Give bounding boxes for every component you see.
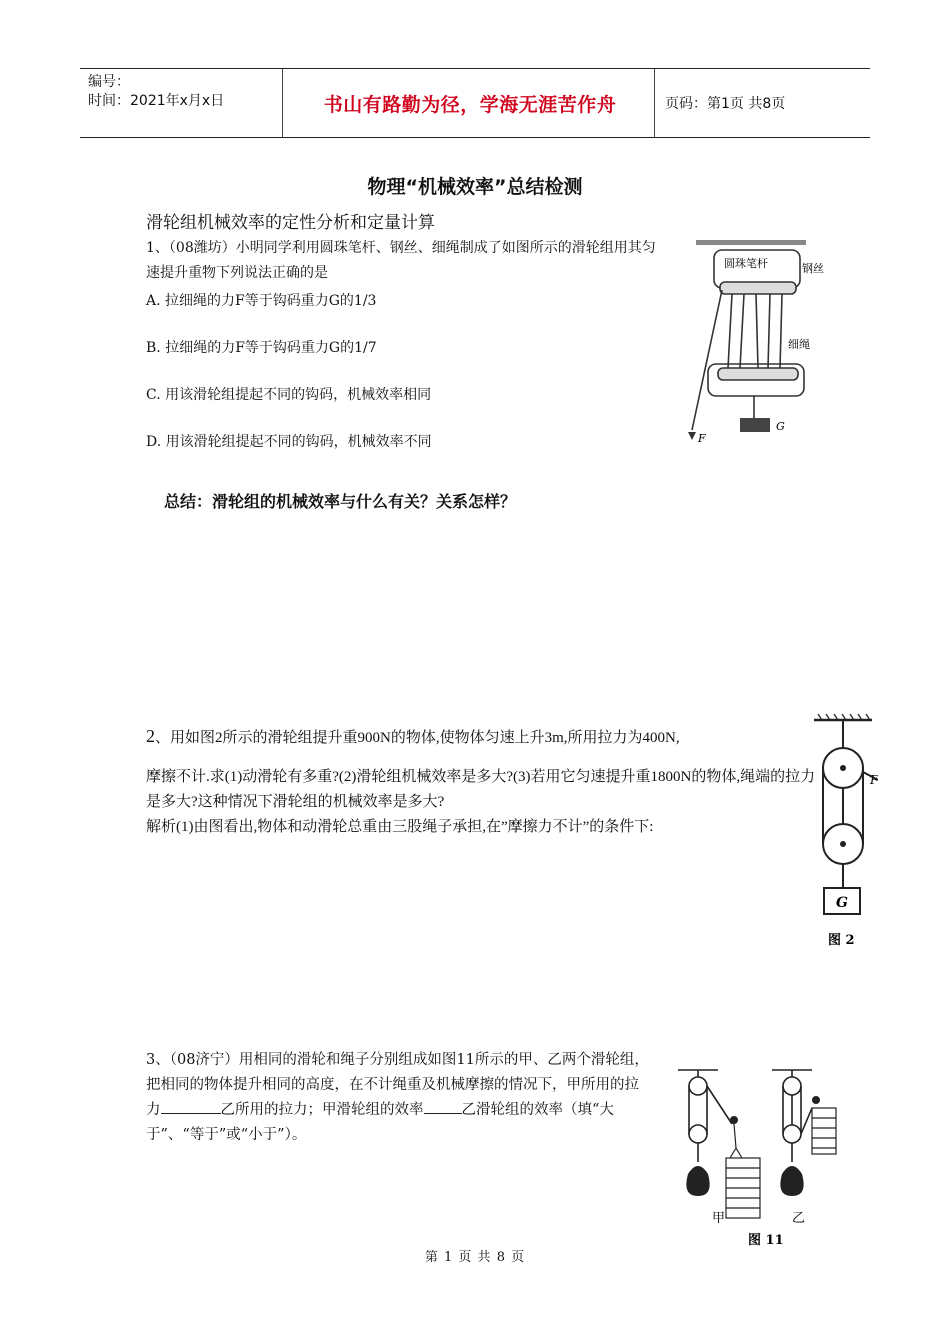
left-weight — [686, 1166, 709, 1196]
summary-question: 总结：滑轮组的机械效率与什么有关？关系怎样？ — [164, 492, 517, 511]
weight-label: G — [776, 420, 785, 433]
q1-option-a: A. 拉细绳的力F等于钩码重力G的1/3 — [146, 293, 377, 309]
right-weight — [780, 1166, 803, 1196]
q3-blank-2[interactable] — [424, 1099, 462, 1114]
fig2-caption: 图 2 — [828, 933, 855, 948]
q3-part3: 乙滑轮组的效率（填“大于”、“等于”或“小于”）。 — [146, 1102, 614, 1143]
q3-part1: 3、（08济宁）用相同的滑轮和绳子分别组成如图11所示的甲、乙两个滑轮组，把相同的物体提升相同的高度，在不计绳重及机械摩擦的情况下，甲所用的拉力 — [146, 1052, 649, 1118]
fig11-caption: 图 11 — [748, 1233, 784, 1248]
header-left — [88, 73, 224, 111]
rope-label: 细绳 — [788, 338, 810, 351]
q2-line1: 、用如图2所示的滑轮组提升重900N的物体,使物体匀速上升3m,所用拉力为400N, — [155, 730, 680, 746]
force-arrow — [688, 432, 696, 440]
wire-label: 钢丝 — [802, 262, 824, 275]
ceiling-bar — [696, 240, 806, 245]
q3-text — [146, 1048, 651, 1148]
page-footer: 第 1 页 共 8 页 — [424, 1250, 526, 1265]
q2-number: 2 — [146, 726, 155, 746]
g-label: G — [836, 895, 848, 911]
q2-text — [146, 724, 816, 840]
left-label: 甲 — [712, 1211, 726, 1226]
page-info: 页码：第1页 共8页 — [665, 96, 786, 112]
q2-line2: 摩擦不计.求(1)动滑轮有多重?(2)滑轮组机械效率是多大?(3)若用它匀速提升重1800N的物体,绳端的拉力是多大?这种情况下滑轮组的机械效率是多大? — [146, 769, 816, 810]
header-divider — [282, 69, 283, 137]
date-label: 时间：2021年x月x日 — [88, 93, 225, 109]
section-heading: 滑轮组机械效率的定性分析和定量计算 — [146, 213, 435, 233]
q3-part2: 乙所用的拉力；甲滑轮组的效率 — [220, 1102, 424, 1118]
q3-pulley-figure — [660, 1062, 845, 1252]
right-label: 乙 — [792, 1211, 806, 1226]
motto: 书山有路勤为径，学海无涯苦作舟 — [323, 93, 617, 116]
q2-pulley-figure — [808, 712, 878, 952]
q1-option-b: B. 拉细绳的力F等于钩码重力G的1/7 — [146, 340, 377, 356]
f-label: F — [870, 773, 878, 787]
code-label: 编号： — [88, 74, 130, 90]
page-title: 物理“机械效率”总结检测 — [367, 176, 583, 198]
pen-label: 圆珠笔杆 — [724, 257, 768, 270]
upper-pen — [720, 282, 796, 294]
q1-option-d: D. 用该滑轮组提起不同的钩码，机械效率不同 — [146, 434, 432, 450]
q3-blank-1[interactable] — [161, 1099, 221, 1114]
q1-stem: 1、（08潍坊）小明同学利用圆珠笔杆、钢丝、细绳制成了如图所示的滑轮组用其匀速提升重物下列说法正确的是 — [146, 240, 656, 281]
lower-pen — [718, 368, 798, 380]
q2-analysis: 解析(1)由图看出,物体和动滑轮总重由三股绳子承担,在”摩擦力不计”的条件下: — [146, 819, 654, 835]
weight-block — [740, 418, 770, 432]
q1-option-c: C. 用该滑轮组提起不同的钩码，机械效率相同 — [146, 387, 432, 403]
header-table — [80, 68, 870, 138]
q1-pulley-figure — [684, 236, 834, 454]
force-label: F — [698, 432, 706, 445]
